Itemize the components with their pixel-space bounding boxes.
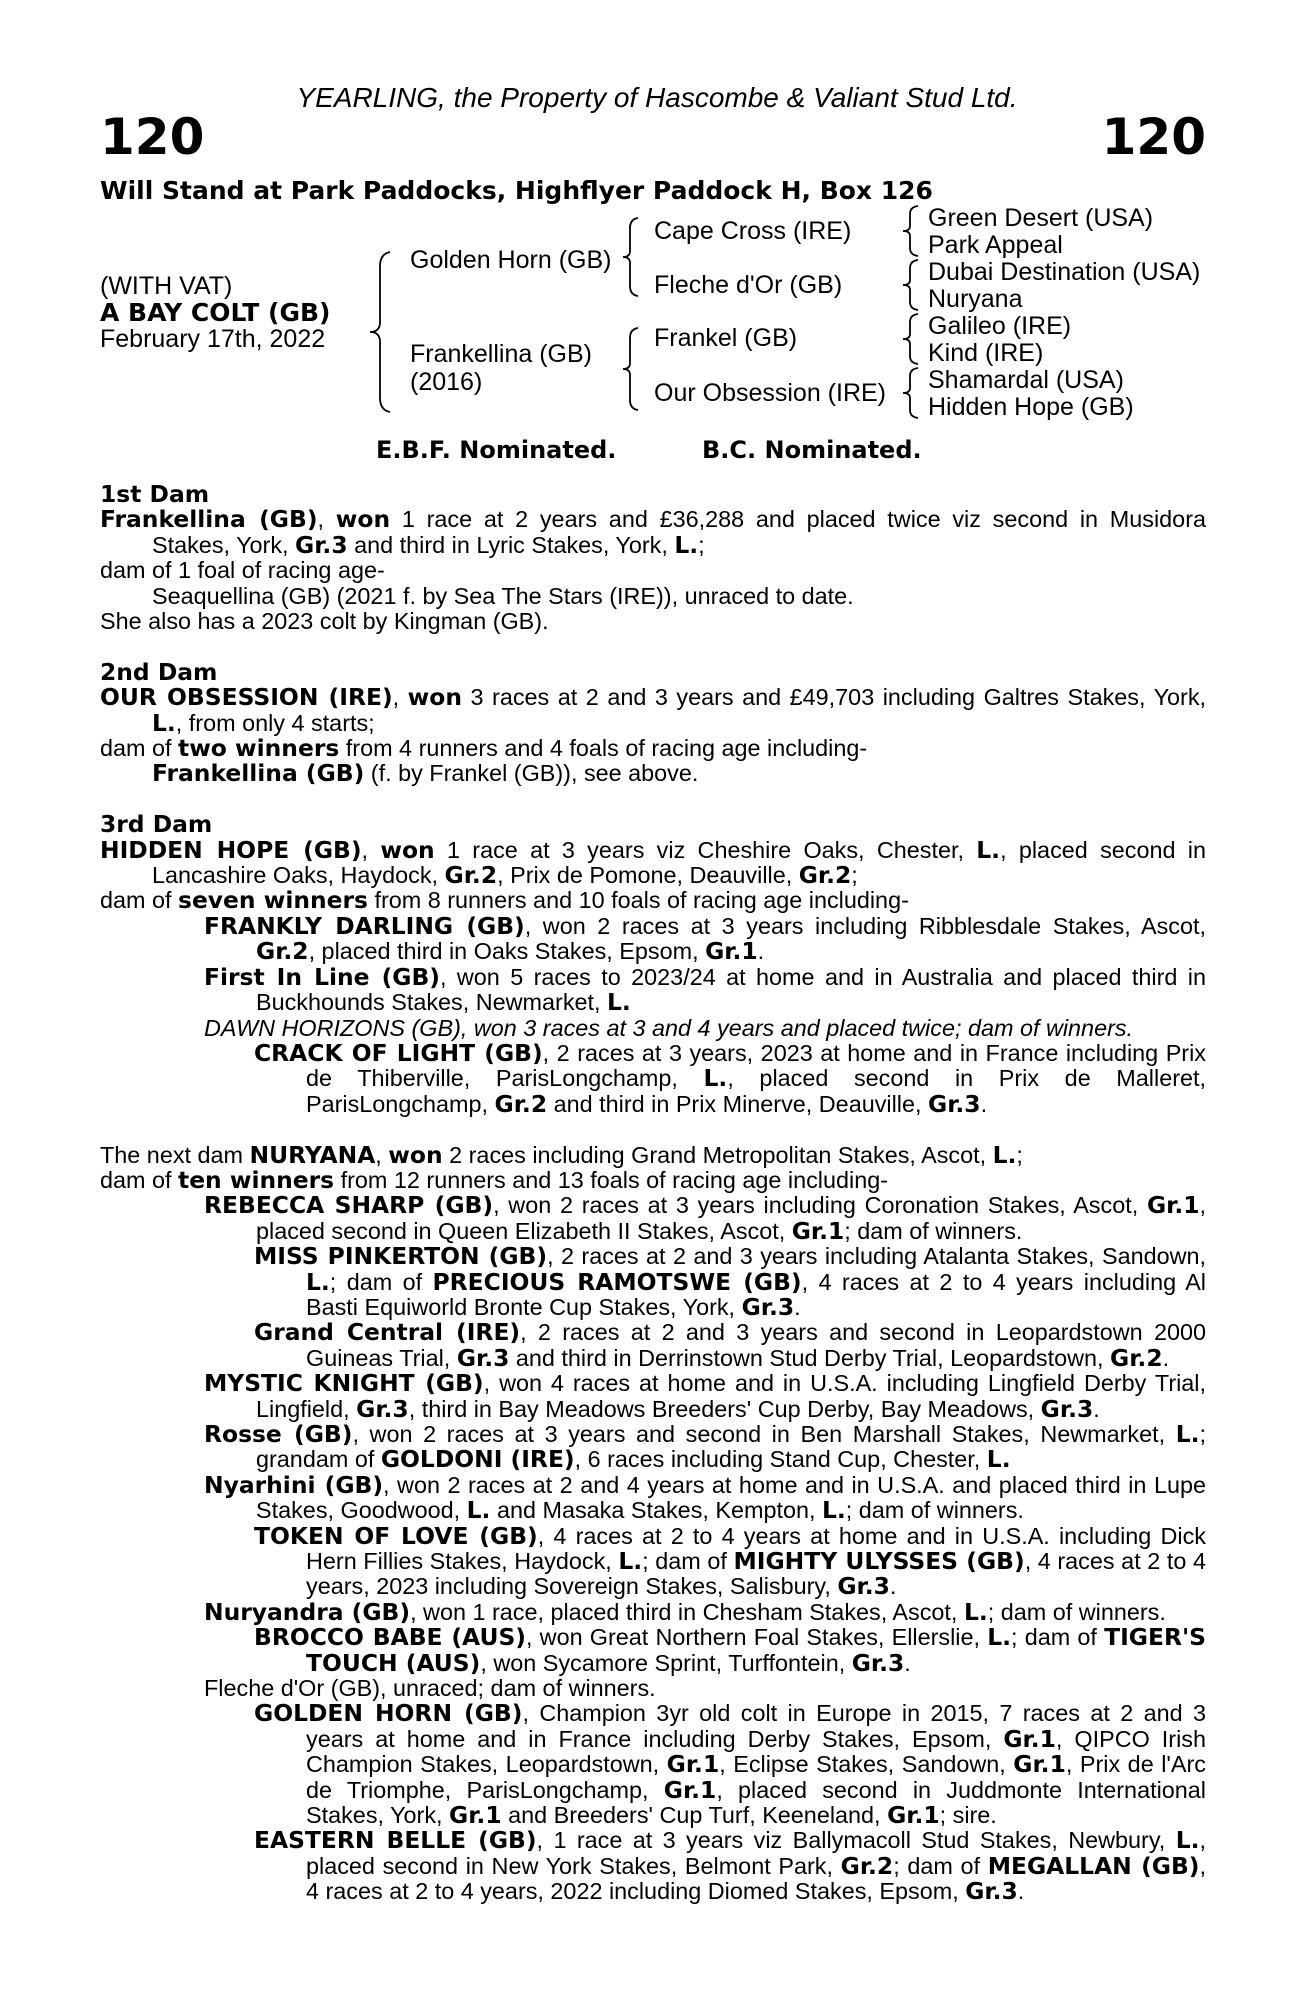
second-dam-foals: dam of two winners from 4 runners and 4 foals of racing age including- — [100, 734, 868, 763]
pedigree-bracket-dam — [622, 328, 642, 410]
pedigree-bracket-4a — [902, 206, 922, 256]
pedigree-bracket-4c — [902, 314, 922, 364]
first-dam-foals: dam of 1 foal of racing age- — [100, 557, 385, 584]
next-dam-produce-8: Nuryandra (GB), won 1 race, placed third in Chesham Stakes, Ascot, L.; dam of winners. — [204, 1597, 1166, 1626]
lot-title: A BAY COLT (GB) — [100, 298, 331, 327]
sdd: Nuryana — [928, 285, 1023, 313]
ebf-nomination: E.B.F. Nominated. — [376, 436, 617, 464]
dsd: Kind (IRE) — [928, 339, 1044, 367]
next-dam-foals: dam of ten winners from 12 runners and 13 foals of racing age including- — [100, 1165, 889, 1194]
foaling-date: February 17th, 2022 — [100, 325, 326, 353]
sire-dam: Fleche d'Or (GB) — [654, 271, 843, 299]
lot-number-right: 120 — [1101, 108, 1206, 166]
sire-sire: Cape Cross (IRE) — [654, 217, 852, 245]
next-dam-produce-6: Nyarhini (GB), won 2 races at 2 and 4 years at home and in U.S.A. and placed third in Lupe Stakes, Goodwood, L. and Masaka Stakes, Kempton, L.; dam of winners. — [204, 1470, 1206, 1525]
next-dam-produce-3: Grand Central (IRE), 2 races at 2 and 3 years and second in Leopardstown 2000 Guineas Trial, Gr.3 and third in Derrinstown Stud Derby Trial, Leopardstown, Gr.2. — [254, 1318, 1206, 1372]
next-dam-record: The next dam NURYANA, won 2 races including Grand Metropolitan Stakes, Ascot, L.; — [100, 1140, 1023, 1169]
third-dam-heading: 3rd Dam — [100, 810, 213, 839]
next-dam-produce-10: Fleche d'Or (GB), unraced; dam of winners. — [204, 1675, 656, 1702]
first-dam-record: Frankellina (GB), won 1 race at 2 years and £36,288 and placed twice viz second in Musidora Stakes, York, Gr.3 and third in Lyric Stakes, York, L.; — [100, 505, 1206, 559]
next-dam-produce-2: MISS PINKERTON (GB), 2 races at 2 and 3 years including Atalanta Stakes, Sandown, L.; dam of PRECIOUS RAMOTSWE (GB), 4 races at 2 to 4 years including Al Basti Equiworld Bronte Cup Stakes, York, Gr.3. — [254, 1242, 1207, 1321]
next-dam-produce-9: BROCCO BABE (AUS), won Great Northern Foal Stakes, Ellerslie, L.; dam of TIGER'S TOUCH (AUS), won Sycamore Sprint, Turffontein, Gr.3. — [254, 1623, 1206, 1677]
third-dam-produce-3: DAWN HORIZONS (GB), won 3 races at 3 and 4 years and placed twice; dam of winners. — [204, 1014, 1134, 1041]
next-dam-produce-12: EASTERN BELLE (GB), 1 race at 3 years viz Ballymacoll Stud Stakes, Newbury, L., placed second in New York Stakes, Belmont Park, Gr.2; dam of MEGALLAN (GB), 4 races at 2 to 4 years, 2022 including Diomed Stakes, Epsom, Gr.3. — [254, 1826, 1206, 1906]
third-dam-produce-4: CRACK OF LIGHT (GB), 2 races at 3 years, 2023 at home and in France including Prix de Thiberville, ParisLongchamp, L., placed second in Prix de Malleret, ParisLongchamp, Gr.2 and third in Prix Minerve, Deauville, Gr.3. — [254, 1038, 1206, 1118]
next-dam-produce-4: MYSTIC KNIGHT (GB), won 4 races at home and in U.S.A. including Lingfield Derby Trial, Lingfield, Gr.3, third in Bay Meadows Breeders' Cup Derby, Bay Meadows, Gr.3. — [204, 1369, 1207, 1423]
sire: Golden Horn (GB) — [410, 246, 612, 274]
third-dam-produce-2: First In Line (GB), won 5 races to 2023/24 at home and in Australia and placed third in Buckhounds Stakes, Newmarket, L. — [204, 962, 1206, 1017]
dam: Frankellina (GB) — [410, 340, 592, 368]
first-dam-produce: Seaquellina (GB) (2021 f. by Sea The Stars (IRE)), unraced to date. — [152, 582, 854, 609]
next-dam-produce-11: GOLDEN HORN (GB), Champion 3yr old colt in Europe in 2015, 7 races at 2 and 3 years at home and in France including Derby Stakes, Epsom, Gr.1, QIPCO Irish Champion Stakes, Leopardstown, Gr.1, Eclipse Stakes, Sandown, Gr.1, Prix de l'Arc de Triomphe, ParisLongchamp, Gr.1, placed second in Juddmonte International Stakes, York, Gr.1 and Breeders' Cup Turf, Keeneland, Gr.1; sire. — [254, 1699, 1206, 1830]
sds: Dubai Destination (USA) — [928, 258, 1201, 286]
produce-record — [100, 482, 1206, 1905]
second-dam-record: OUR OBSESSION (IRE), won 3 races at 2 and 3 years and £49,703 including Galtres Stakes, York, L., from only 4 starts; — [100, 683, 1207, 737]
pedigree-bracket-4d — [902, 368, 922, 418]
ddd: Hidden Hope (GB) — [928, 393, 1134, 421]
catalogue-subtitle: YEARLING, the Property of Hascombe & Valiant Stud Ltd. — [296, 82, 1018, 113]
pedigree-bracket-4b — [902, 260, 922, 310]
dam-sire: Frankel (GB) — [654, 324, 798, 352]
dss: Galileo (IRE) — [928, 312, 1072, 340]
next-dam-produce-1: REBECCA SHARP (GB), won 2 races at 3 years including Coronation Stakes, Ascot, Gr.1, placed second in Queen Elizabeth II Stakes, Ascot, Gr.1; dam of winners. — [204, 1191, 1206, 1245]
ssd: Park Appeal — [928, 231, 1063, 259]
sss: Green Desert (USA) — [928, 204, 1154, 232]
bc-nomination: B.C. Nominated. — [702, 436, 922, 464]
pedigree-bracket-main — [368, 252, 394, 412]
lot-number-left: 120 — [100, 108, 205, 166]
dam-dam: Our Obsession (IRE) — [654, 379, 887, 407]
first-dam-note: She also has a 2023 colt by Kingman (GB). — [100, 608, 549, 635]
dam-year: (2016) — [410, 368, 483, 396]
third-dam-produce-1: FRANKLY DARLING (GB), won 2 races at 3 years including Ribblesdale Stakes, Ascot, Gr.2, placed third in Oaks Stakes, Epsom, Gr.1. — [204, 911, 1206, 966]
pedigree-bracket-sire — [622, 218, 642, 296]
third-dam-foals: dam of seven winners from 8 runners and 10 foals of racing age including- — [100, 886, 909, 915]
third-dam-record: HIDDEN HOPE (GB), won 1 race at 3 years viz Cheshire Oaks, Chester, L., placed second in Lancashire Oaks, Haydock, Gr.2, Prix de Pomone, Deauville, Gr.2; — [100, 835, 1207, 890]
next-dam-produce-7: TOKEN OF LOVE (GB), 4 races at 2 to 4 years at home and in U.S.A. including Dick Hern Fillies Stakes, Haydock, L.; dam of MIGHTY ULYSSES (GB), 4 races at 2 to 4 years, 2023 including Sovereign Stakes, Salisbury, Gr.3. — [254, 1521, 1207, 1601]
vat-note: (WITH VAT) — [100, 272, 233, 300]
stand-location: Will Stand at Park Paddocks, Highflyer Paddock H, Box 126 — [100, 176, 933, 205]
first-dam-heading: 1st Dam — [100, 480, 210, 508]
next-dam-produce-5: Rosse (GB), won 2 races at 3 years and second in Ben Marshall Stakes, Newmarket, L.; grandam of GOLDONI (IRE), 6 races including Stand Cup, Chester, L. — [204, 1419, 1206, 1474]
dds: Shamardal (USA) — [928, 366, 1124, 394]
second-dam-heading: 2nd Dam — [100, 657, 218, 686]
second-dam-produce: Frankellina (GB) (f. by Frankel (GB)), see above. — [152, 759, 699, 788]
